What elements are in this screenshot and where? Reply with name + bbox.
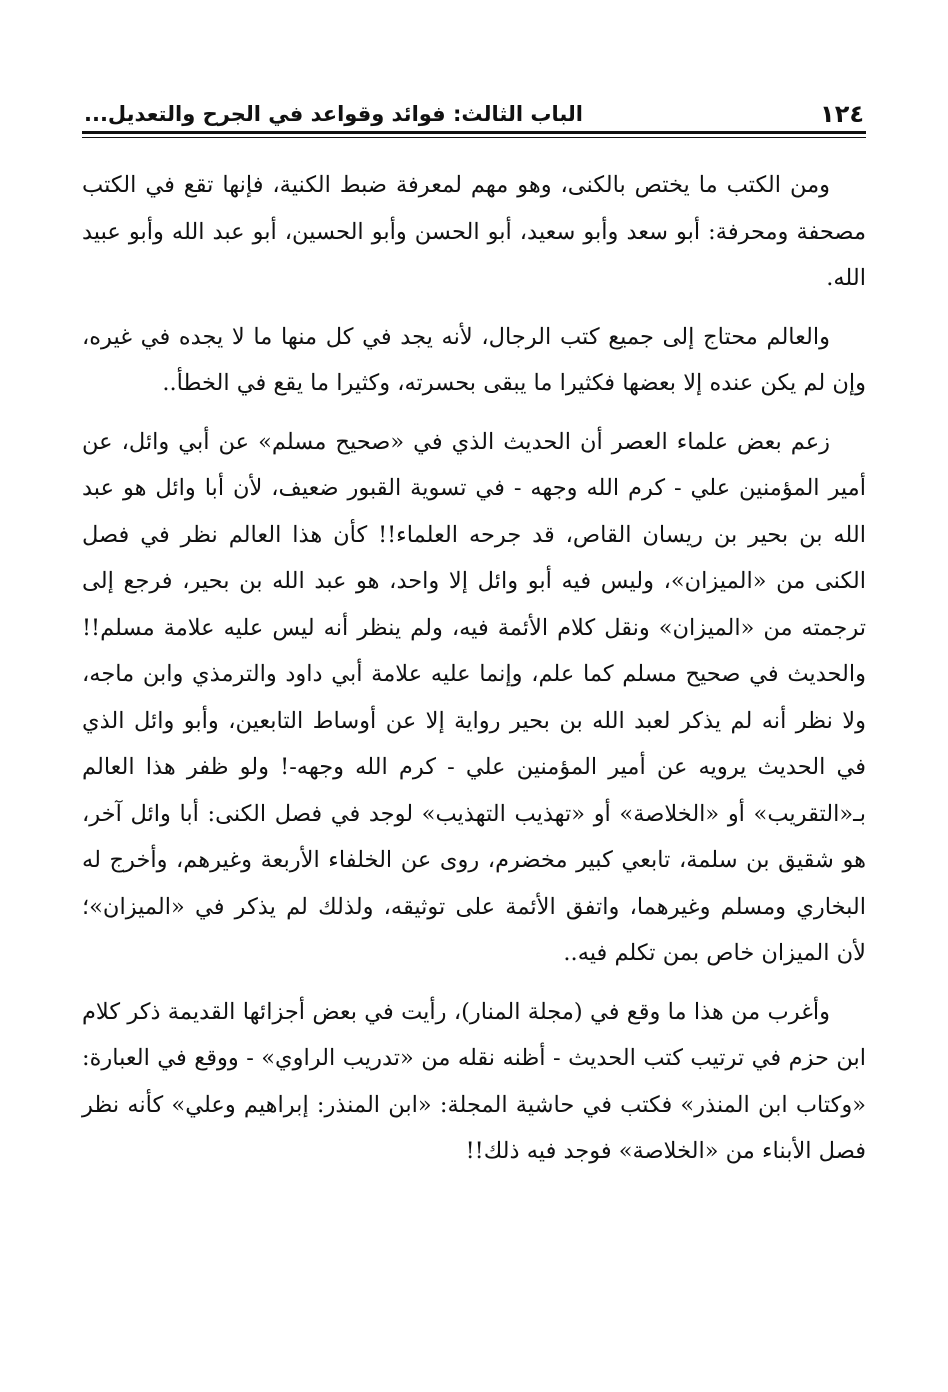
paragraph-al-manar: وأغرب من هذا ما وقع في (مجلة المنار)، رأيت في بعض أجزائها القديمة ذكر كلام ابن حزم في ترتيب كتب الحديث - أظنه نقله من «تدريب الراوي» - ووقع في العبارة: «وكتاب ابن المنذر» فكتب في حاشية المجلة: «ابن المنذر: إبراهيم وعلي» كأنه نظر فصل الأبناء من «الخلاصة» فوجد فيه ذلك!! — [82, 998, 866, 1164]
header-rule-thick — [82, 131, 866, 134]
paragraph-scholar-needs: والعالم محتاج إلى جميع كتب الرجال، لأنه يجد في كل منها ما لا يجده في غيره، وإن لم يكن عنده إلا بعضها فكثيرا ما يبقى بحسرته، وكثيرا ما يقع في الخطأ.. — [82, 323, 866, 396]
body-text — [82, 162, 866, 1187]
paragraph-abu-wail: زعم بعض علماء العصر أن الحديث الذي في «صحيح مسلم» عن أبي وائل، عن أمير المؤمنين علي - كرم الله وجهه - في تسوية القبور ضعيف، لأن أبا وائل هو عبد الله بن بحير بن ريسان القاص، قد جرحه العلماء!! كأن هذا العالم نظر في فصل الكنى من «الميزان»، وليس فيه أبو وائل إلا واحد، هو عبد الله بن بحير، فرجع إلى ترجمته من «الميزان» ونقل كلام الأئمة فيه، ولم ينظر أنه ليس عليه علامة مسلم!! والحديث في صحيح مسلم كما علم، وإنما عليه علامة أبي داود والترمذي وابن ماجه، ولا نظر أنه لم يذكر لعبد الله بن بحير رواية إلا عن أوساط التابعين، وأبو وائل الذي في الحديث يرويه عن أمير المؤمنين علي - كرم الله وجهه-! ولو ظفر هذا العالم بـ«التقريب» أو «الخلاصة» أو «تهذيب التهذيب» لوجد في فصل الكنى: أبا وائل آخر، هو شقيق بن سلمة، تابعي كبير مخضرم، روى عن الخلفاء الأربعة وغيرهم، وأخرج له البخاري ومسلم وغيرهما، واتفق الأئمة على توثيقه، ولذلك لم يذكر في «الميزان»؛ لأن الميزان خاص بمن تكلم فيه.. — [82, 428, 866, 966]
running-header — [84, 88, 864, 128]
chapter-title: الباب الثالث: فوائد وقواعد في الجرح والتعديل... — [84, 102, 584, 126]
paragraph-kunya-books: ومن الكتب ما يختص بالكنى، وهو مهم لمعرفة ضبط الكنية، فإنها تقع في الكتب مصحفة ومحرفة: أبو سعد وأبو سعيد، أبو الحسن وأبو الحسين، أبو عبد الله وأبو عبيد الله. — [82, 172, 866, 291]
header-rule-thin — [82, 137, 866, 138]
page-number: ١٢٤ — [820, 100, 864, 128]
